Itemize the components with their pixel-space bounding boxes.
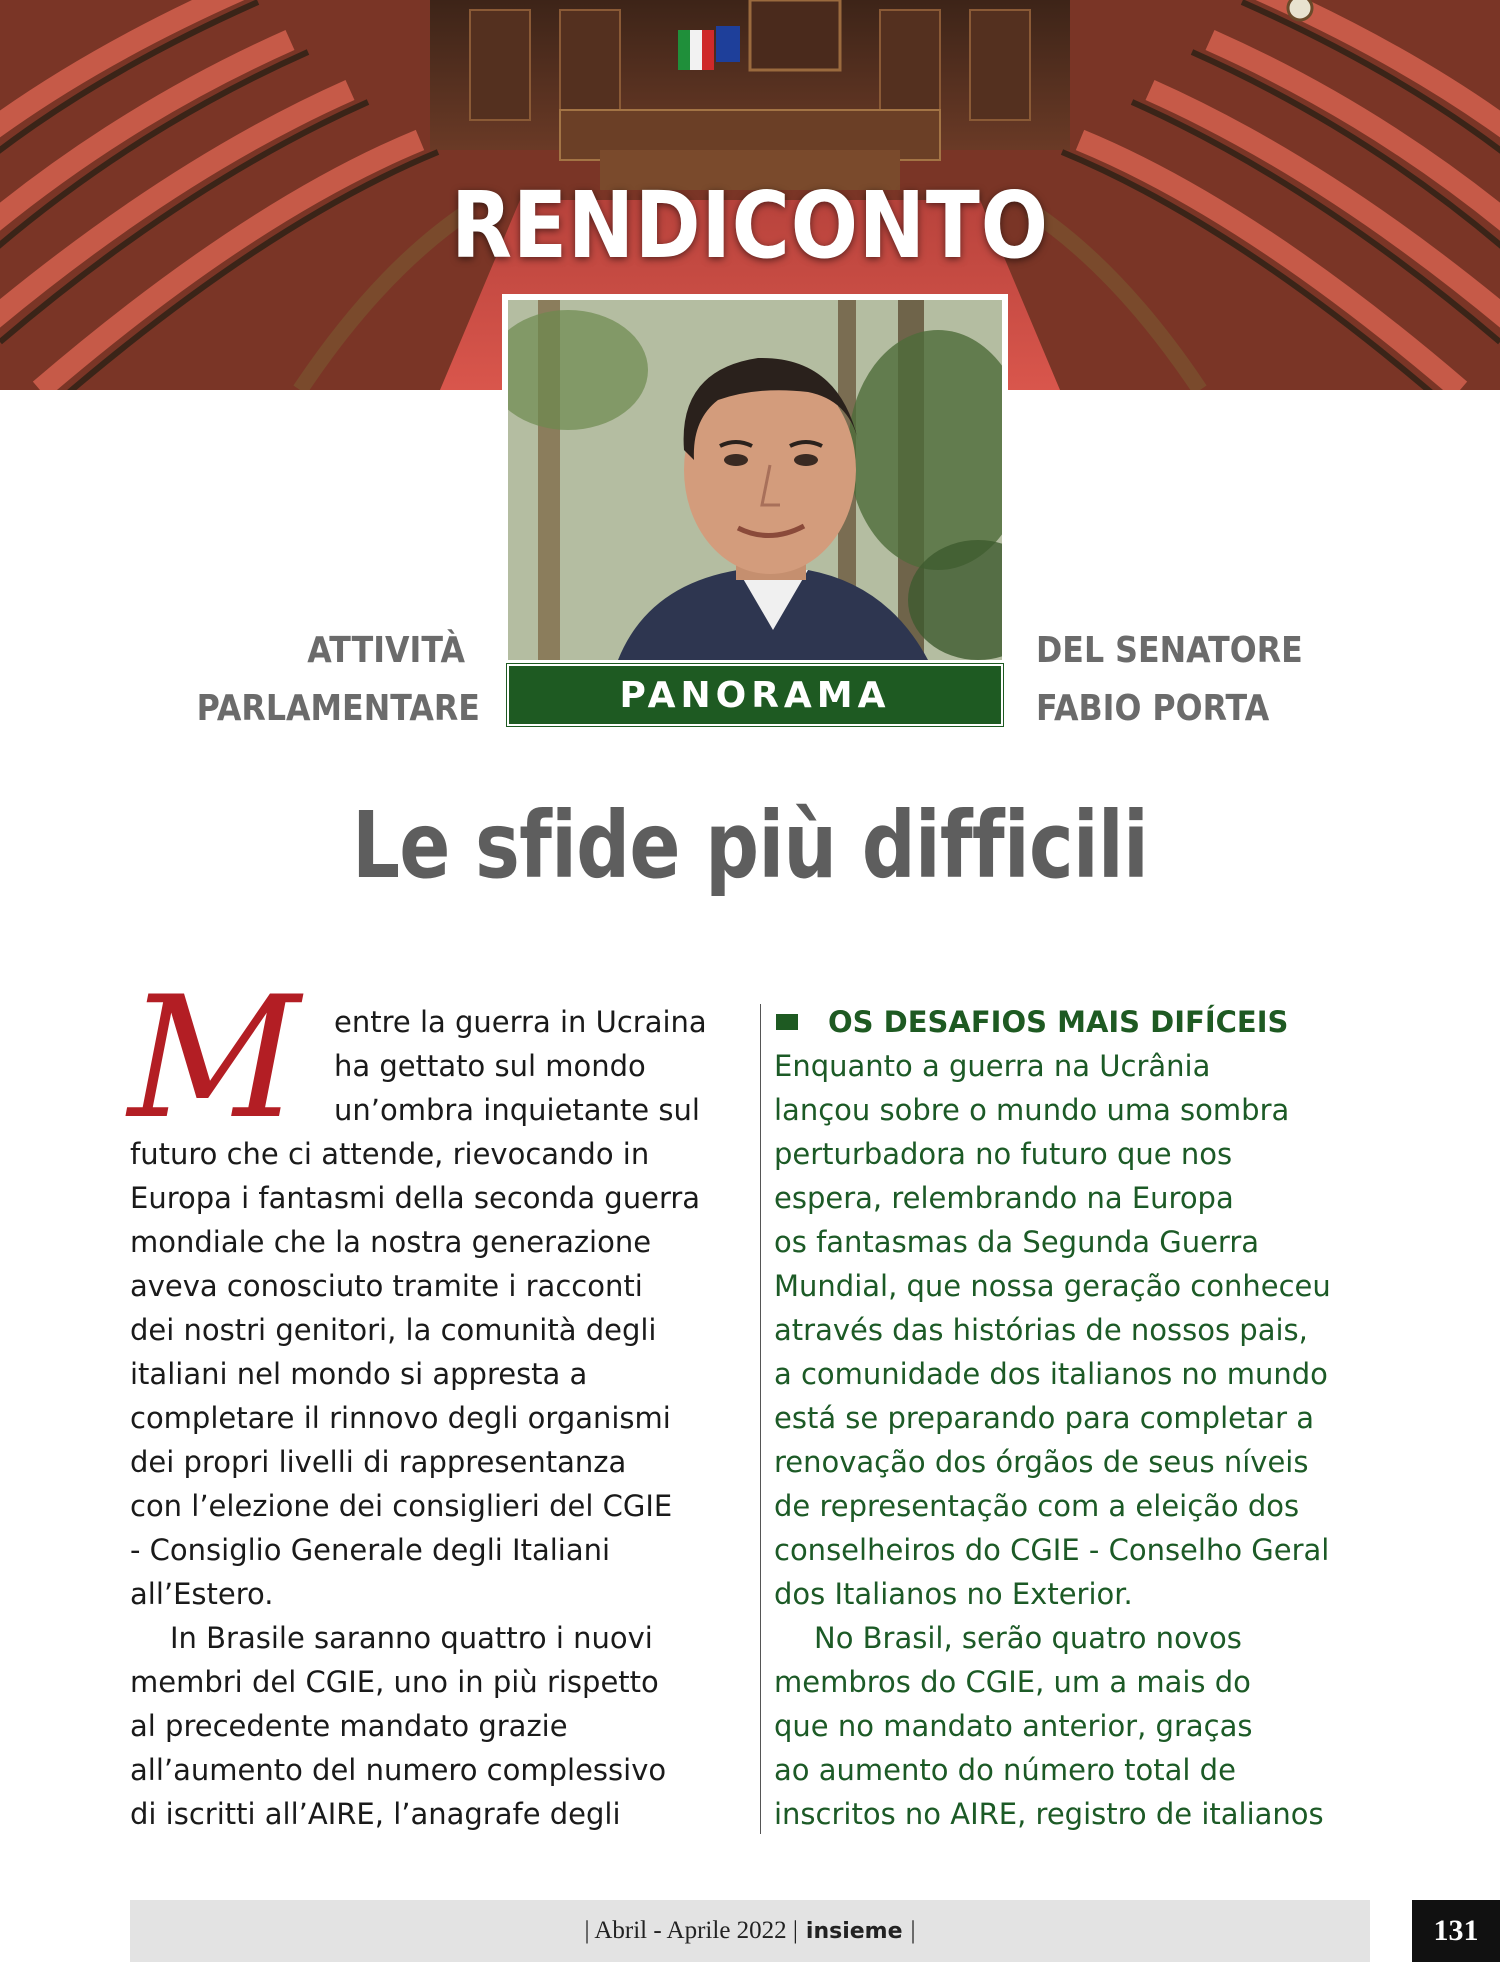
- portrait-photo: [508, 300, 1002, 660]
- portuguese-line: espera, relembrando na Europa: [774, 1181, 1234, 1215]
- portuguese-line: conselheiros do CGIE - Conselho Geral: [774, 1533, 1330, 1567]
- portuguese-line: perturbadora no futuro que nos: [774, 1137, 1233, 1171]
- portuguese-line: ao aumento do número total de: [774, 1753, 1236, 1787]
- label-right-line-2: FABIO PORTA: [1036, 688, 1270, 729]
- section-title: RENDICONTO: [451, 172, 1049, 279]
- italian-line: ha gettato sul mondo: [334, 1049, 646, 1083]
- portuguese-line: renovação dos órgãos de seus níveis: [774, 1445, 1309, 1479]
- column-divider: [760, 1004, 761, 1834]
- label-left-line-2: PARLAMENTARE: [196, 688, 480, 729]
- portuguese-line: lançou sobre o mundo uma sombra: [774, 1093, 1290, 1127]
- portuguese-line: que no mandato anterior, graças: [774, 1709, 1253, 1743]
- drop-cap: M: [128, 960, 301, 1156]
- italian-column: [130, 1000, 730, 1836]
- issue-date: | Abril - Aprile 2022 |: [584, 1917, 798, 1944]
- label-right-line-1: DEL SENATORE: [1036, 630, 1303, 671]
- square-bullet-icon: [776, 1014, 798, 1030]
- italian-line: membri del CGIE, uno in più rispetto: [130, 1665, 659, 1699]
- page-number: 131: [1412, 1900, 1500, 1962]
- italian-line: dei nostri genitori, la comunità degli: [130, 1313, 657, 1347]
- issue-footer: [130, 1900, 1370, 1962]
- panorama-badge: [507, 664, 1003, 726]
- label-left-line-1: ATTIVITÀ: [307, 630, 465, 671]
- portuguese-line: No Brasil, serão quatro novos: [814, 1621, 1242, 1655]
- portuguese-line: dos Italianos no Exterior.: [774, 1577, 1133, 1611]
- italian-line: Europa i fantasmi della seconda guerra: [130, 1181, 701, 1215]
- label-senator-name: [1036, 622, 1318, 738]
- portuguese-line: de representação com a eleição dos: [774, 1489, 1300, 1523]
- portuguese-line: membros do CGIE, um a mais do: [774, 1665, 1251, 1699]
- article-headline: Le sfide più difficili: [352, 792, 1148, 899]
- italian-line: mondiale che la nostra generazione: [130, 1225, 652, 1259]
- italian-line: al precedente mandato grazie: [130, 1709, 568, 1743]
- portuguese-line: através das histórias de nossos pais,: [774, 1313, 1308, 1347]
- portuguese-heading-text: OS DESAFIOS MAIS DIFÍCEIS: [828, 1005, 1289, 1039]
- label-attivita-parlamentare: [196, 622, 480, 738]
- senator-portrait: [502, 294, 1008, 654]
- italian-line: all’Estero.: [130, 1577, 274, 1611]
- italian-line: italiani nel mondo si appresta a: [130, 1357, 588, 1391]
- portuguese-column: [774, 1000, 1374, 1836]
- portuguese-line: inscritos no AIRE, registro de italianos: [774, 1797, 1324, 1831]
- italian-line: dei propri livelli di rappresentanza: [130, 1445, 627, 1479]
- italian-line: completare il rinnovo degli organismi: [130, 1401, 671, 1435]
- portuguese-line: os fantasmas da Segunda Guerra: [774, 1225, 1260, 1259]
- portuguese-line: Mundial, que nossa geração conheceu: [774, 1269, 1331, 1303]
- portuguese-heading: [774, 1000, 1374, 1044]
- italian-line: all’aumento del numero complessivo: [130, 1753, 667, 1787]
- panorama-badge-text: PANORAMA: [619, 674, 891, 716]
- italian-line: di iscritti all’AIRE, l’anagrafe degli: [130, 1797, 621, 1831]
- italian-line: - Consiglio Generale degli Italiani: [130, 1533, 611, 1567]
- portuguese-line: a comunidade dos italianos no mundo: [774, 1357, 1328, 1391]
- italian-line: futuro che ci attende, rievocando in: [130, 1137, 650, 1171]
- italian-line: In Brasile saranno quattro i nuovi: [170, 1621, 653, 1655]
- italian-line: con l’elezione dei consiglieri del CGIE: [130, 1489, 673, 1523]
- portuguese-line: está se preparando para completar a: [774, 1401, 1315, 1435]
- portuguese-line: Enquanto a guerra na Ucrânia: [774, 1049, 1211, 1083]
- italian-line: un’ombra inquietante sul: [334, 1093, 700, 1127]
- magazine-brand: insieme: [805, 1918, 903, 1944]
- italian-line: entre la guerra in Ucraina: [334, 1005, 707, 1039]
- issue-separator: |: [910, 1917, 916, 1944]
- italian-line: aveva conosciuto tramite i racconti: [130, 1269, 643, 1303]
